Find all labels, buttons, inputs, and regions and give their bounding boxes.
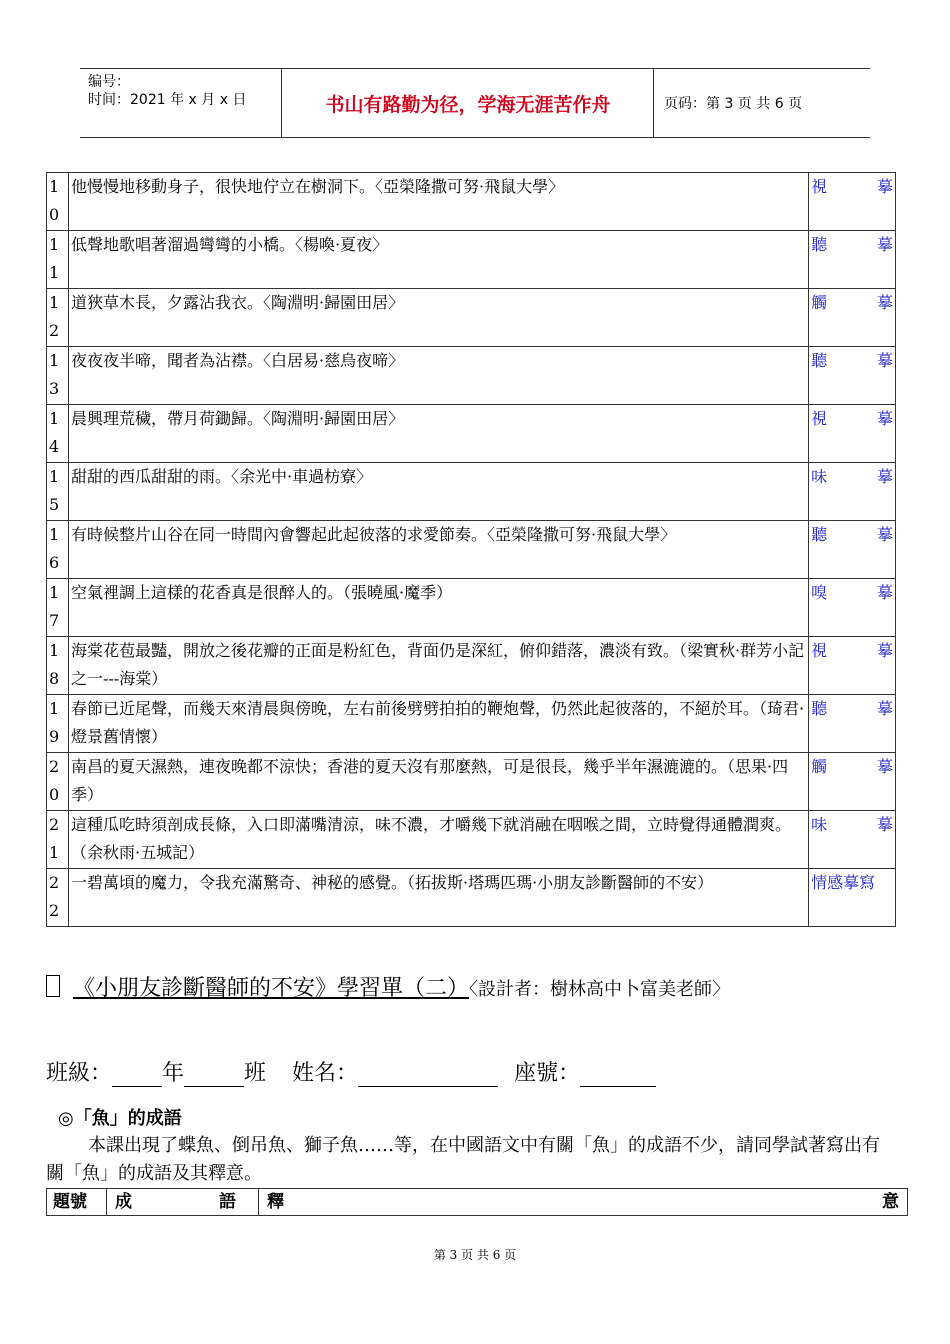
table-row: [47, 637, 896, 695]
header-idiom: 成 語: [107, 1189, 259, 1215]
sense-suffix: 摹: [876, 583, 893, 602]
row-number: 12: [47, 289, 69, 347]
header-page-label: 页码：第 3 页 共 6 页: [664, 96, 803, 112]
row-sentence: 南昌的夏天濕熱，連夜晚都不涼快；香港的夏天沒有那麼熱，可是很長，幾乎半年濕漉漉的。（思果·四季）: [68, 753, 808, 811]
name-blank[interactable]: [358, 1062, 498, 1087]
number-label: 编号：: [88, 74, 130, 90]
name-label: 姓名：: [292, 1061, 359, 1086]
sense-label: 味: [811, 467, 828, 486]
instruction-paragraph: 本課出現了蝶魚、倒吊魚、獅子魚……等，在中國語文中有關「魚」的成語不少，請同學試著寫出有關「魚」的成語及其釋意。: [46, 1135, 880, 1184]
row-sentence: 一碧萬頃的魔力，令我充滿驚奇、神秘的感覺。（拓拔斯·塔瑪匹瑪·小朋友診斷醫師的不安）: [68, 869, 808, 927]
row-sense-type: [809, 811, 896, 869]
sense-label: 聽: [811, 235, 828, 254]
table-row: [47, 405, 896, 463]
sense-suffix: 摹: [876, 815, 893, 834]
sense-suffix: 摹: [876, 641, 893, 660]
class-blank[interactable]: [184, 1062, 244, 1087]
student-info-line: [46, 1056, 656, 1087]
row-sentence: 他慢慢地移動身子，很快地佇立在樹洞下。〈亞榮隆撒可努·飛鼠大學〉: [68, 173, 808, 231]
worksheet-designer: 〈設計者：樹林高中卜富美老師〉: [469, 979, 731, 1000]
checkbox-square-icon: [46, 975, 60, 997]
sensory-description-table: [46, 172, 896, 927]
sense-suffix: 摹: [876, 409, 893, 428]
row-sense-type: [809, 637, 896, 695]
table-row: [47, 289, 896, 347]
sense-suffix: 摹: [876, 699, 893, 718]
grade-blank[interactable]: [112, 1062, 162, 1087]
row-sense-type: [809, 869, 896, 927]
table-row: [47, 231, 896, 289]
sense-label: 觸: [811, 293, 828, 312]
table-row: [47, 579, 896, 637]
sense-label: 視: [811, 177, 828, 196]
row-sentence: 有時候整片山谷在同一時間內會響起此起彼落的求愛節奏。〈亞榮隆撒可努·飛鼠大學〉: [68, 521, 808, 579]
row-sense-type: [809, 405, 896, 463]
header-number: 題號: [47, 1189, 107, 1215]
row-number: 20: [47, 753, 69, 811]
class-label: 班級：: [46, 1061, 113, 1086]
row-sentence: 道狹草木長，夕露沾我衣。〈陶淵明·歸園田居〉: [68, 289, 808, 347]
row-number: 11: [47, 231, 69, 289]
row-sentence: 海棠花苞最豔，開放之後花瓣的正面是粉紅色，背面仍是深紅，俯仰錯落，濃淡有致。（梁實秋·群芳小記之一---海棠）: [68, 637, 808, 695]
worksheet-title: [46, 970, 906, 1009]
table-row: [47, 869, 896, 927]
table-row: [47, 521, 896, 579]
time-label: 时间：2021 年 x 月 x 日: [88, 92, 247, 108]
sense-suffix: 摹: [876, 525, 893, 544]
row-number: 16: [47, 521, 69, 579]
seat-label: 座號：: [514, 1061, 581, 1086]
fish-idiom-heading: ◎「魚」的成語: [58, 1108, 182, 1129]
row-sentence: 晨興理荒穢，帶月荷鋤歸。〈陶淵明·歸園田居〉: [68, 405, 808, 463]
row-sense-type: [809, 521, 896, 579]
idiom-answer-table-header: [46, 1188, 908, 1216]
row-sense-type: [809, 463, 896, 521]
sense-label: 味: [811, 815, 828, 834]
row-number: 21: [47, 811, 69, 869]
row-sentence: 空氣裡調上這樣的花香真是很醉人的。（張曉風·魔季）: [68, 579, 808, 637]
page-header: [80, 68, 870, 138]
table-row: [47, 753, 896, 811]
worksheet-title-main: 《小朋友診斷醫師的不安》學習單（二）: [73, 976, 470, 1001]
sense-suffix: 摹: [876, 293, 893, 312]
row-number: 15: [47, 463, 69, 521]
header-meta: [80, 69, 282, 137]
sense-label: 聽: [811, 699, 828, 718]
table-row: [47, 347, 896, 405]
row-number: 18: [47, 637, 69, 695]
row-sentence: 春節已近尾聲，而幾天來清晨與傍晚，左右前後劈劈拍拍的鞭炮聲，仍然此起彼落的，不絕於耳。（琦君·燈景舊情懷）: [68, 695, 808, 753]
sense-label: 聽: [811, 525, 828, 544]
sense-suffix: 摹: [876, 351, 893, 370]
header-meaning: 釋 意: [267, 1192, 899, 1212]
row-number: 17: [47, 579, 69, 637]
row-sense-type: [809, 289, 896, 347]
row-sentence: 夜夜夜半啼，聞者為沾襟。〈白居易·慈烏夜啼〉: [68, 347, 808, 405]
ban-label: 班: [244, 1061, 267, 1086]
row-sentence: 這種瓜吃時須剖成長條，入口即滿嘴清涼，味不濃，才嚼幾下就消融在咽喉之間，立時覺得通體潤爽。（余秋雨·五城記）: [68, 811, 808, 869]
row-sense-type: [809, 231, 896, 289]
row-number: 10: [47, 173, 69, 231]
table-row: [47, 695, 896, 753]
row-sentence: 低聲地歌唱著溜過彎彎的小橋。〈楊喚·夏夜〉: [68, 231, 808, 289]
sense-label: 視: [811, 409, 828, 428]
sense-label: 聽: [811, 351, 828, 370]
row-number: 22: [47, 869, 69, 927]
row-number: 19: [47, 695, 69, 753]
sense-suffix: 摹: [876, 177, 893, 196]
sense-label: 視: [811, 641, 828, 660]
seat-blank[interactable]: [580, 1062, 656, 1087]
row-sentence: 甜甜的西瓜甜甜的雨。〈余光中·車過枋寮〉: [68, 463, 808, 521]
row-sense-type: [809, 347, 896, 405]
sense-suffix: 摹: [876, 467, 893, 486]
year-label: 年: [162, 1061, 185, 1086]
sense-label: 嗅: [811, 583, 828, 602]
row-sense-type: [809, 173, 896, 231]
header-motto: 书山有路勤为径，学海无涯苦作舟: [283, 69, 654, 137]
row-number: 13: [47, 347, 69, 405]
sense-suffix: 摹: [876, 235, 893, 254]
table-row: [47, 463, 896, 521]
sense-label: 觸: [811, 757, 828, 776]
table-row: [47, 811, 896, 869]
row-sense-type: [809, 753, 896, 811]
row-sense-type: [809, 579, 896, 637]
page-footer: 第 3 页 共 6 页: [433, 1248, 517, 1262]
row-sense-type: [809, 695, 896, 753]
sense-label: 情感摹寫: [811, 873, 876, 892]
table-row: [47, 173, 896, 231]
row-number: 14: [47, 405, 69, 463]
sense-suffix: 摹: [876, 757, 893, 776]
